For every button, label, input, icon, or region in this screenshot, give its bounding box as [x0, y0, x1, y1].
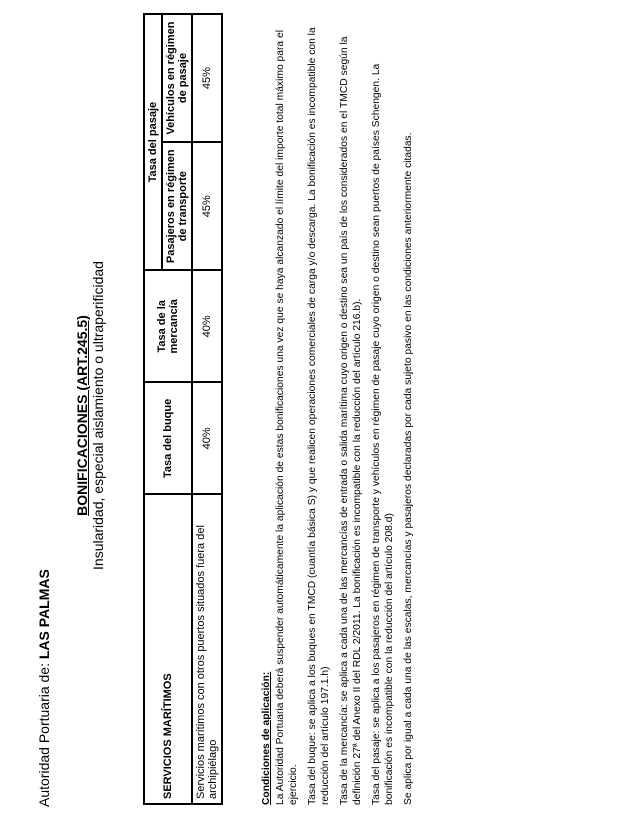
condition-general: Se aplica por igual a cada una de las escalas, mercancías y pasajeros declaradas por cada sujeto pasivo en las condiciones anteriormente citadas. [403, 132, 414, 805]
col-header-services: SERVICIOS MARÍTIMOS [144, 494, 192, 804]
condition-pasaje: Tasa del pasaje: se aplica a los pasajeros en régimen de transporte y vehículos en régimen de pasaje cuyo origen o destino sean puertos de países Schengen. La bonificación es incompatible con la reducción del artículo 208.d) [371, 63, 395, 805]
condition-limit: La Autoridad Portuaria deberá suspender automáticamente la aplicación de estas bonificaciones una vez que se haya alcanzado el límite del importe total máximo para el ejercicio. [275, 29, 299, 805]
table-row [192, 14, 222, 804]
cell-pasajeros: 45% [192, 142, 222, 270]
condition-buque: Tasa del buque: se aplica a los buques en TMCD (cuantía básica S) y que realicen operaciones comerciales de carga y/o descarga. La bonificación es incompatible con la reducción del artículo 197.1.h) [307, 27, 331, 805]
conditions-section [260, 15, 421, 805]
page-subtitle: Insularidad, especial aislamiento o ultraperificidad [90, 261, 106, 570]
conditions-title: Condiciones de aplicación: [261, 671, 272, 805]
bonificaciones-table [143, 13, 223, 805]
col-header-vehiculos: Vehículos en régimen de pasaje [162, 14, 192, 142]
cell-buque: 40% [192, 382, 222, 494]
col-header-pasaje-group: Tasa del pasaje [144, 14, 162, 270]
authority-line [36, 569, 52, 807]
page-title: BONIFICACIONES (ART.245.5) [74, 315, 90, 516]
cell-vehiculos: 45% [192, 14, 222, 142]
authority-name: LAS PALMAS [36, 569, 52, 660]
cell-service: Servicios marítimos con otros puertos situados fuera del archipiélago [192, 494, 222, 804]
authority-label: Autoridad Portuaria de: [36, 663, 52, 807]
cell-mercancia: 40% [192, 270, 222, 382]
col-header-pasajeros: Pasajeros en régimen de transporte [162, 142, 192, 270]
condition-mercancia: Tasa de la mercancía: se aplica a cada una de las mercancías de entrada o salida marítima cuyo origen o destino sea un país de los considerados en el TMCD según la definición 27ª del Anexo II del RDL 2/2011. La bonificación es incompatible con la reducción del artículo 216.b). [339, 36, 363, 805]
col-header-mercancia: Tasa de la mercancía [144, 270, 192, 382]
table-header-row [144, 14, 162, 804]
col-header-buque: Tasa del buque [144, 382, 192, 494]
